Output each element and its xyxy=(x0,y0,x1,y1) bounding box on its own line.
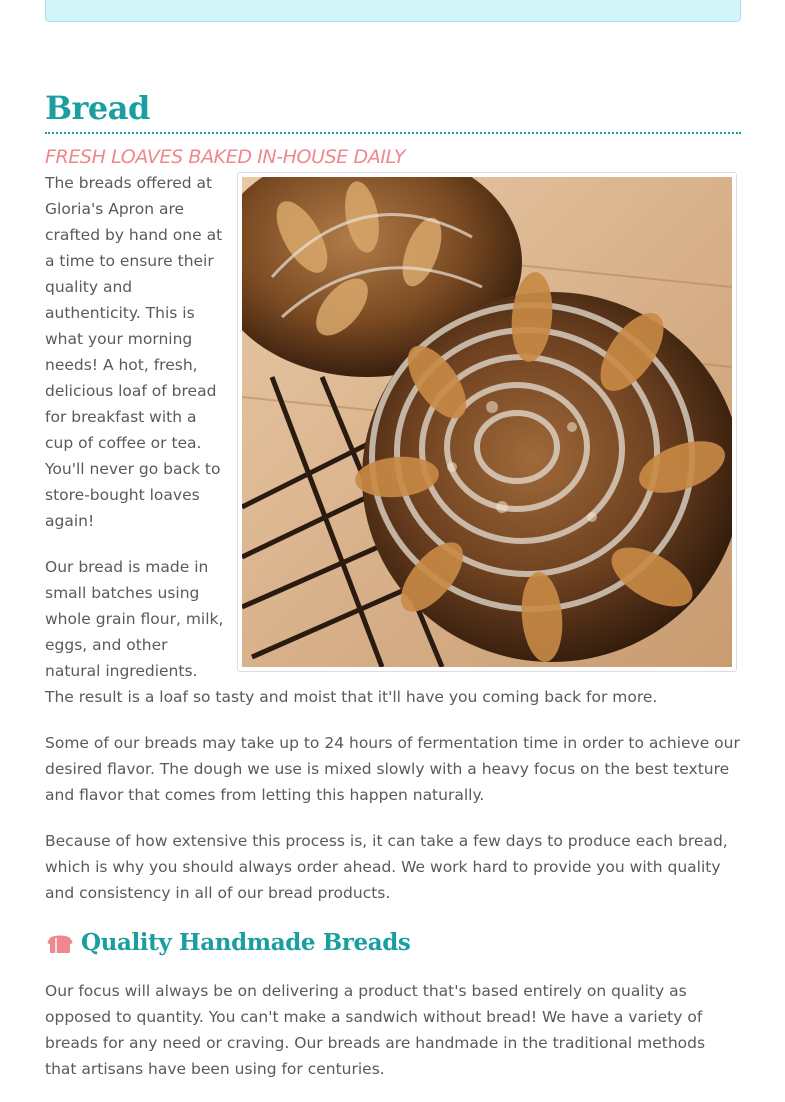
intro-paragraph-3: Some of our breads may take up to 24 hours of fermentation time in order to achieve our desired flavor. The dough we use is mixed slowly with a heavy focus on the best texture and flavor that comes from letting this happen naturally. xyxy=(45,734,740,804)
intro-paragraph-2: Our bread is made in small batches using whole grain flour, milk, eggs, and other natural ingredients. The result is a loaf so tasty and moist that it'll have you coming back for more. xyxy=(45,558,658,706)
section-heading-text: Quality Handmade Breads xyxy=(81,929,411,956)
section-paragraph: Our focus will always be on delivering a product that's based entirely on quality as opposed to quantity. You can't make a sandwich without bread! We have a variety of breads for any need or craving. Our breads are handmade in the traditional methods that artisans have been using for centuries. xyxy=(45,982,706,1078)
bread-loaves-illustration xyxy=(242,177,732,667)
title-divider xyxy=(45,132,741,134)
intro-paragraph-1: The breads offered at Gloria's Apron are crafted by hand one at a time to ensure their quality and authenticity. This is what your morning needs! A hot, fresh, delicious loaf of bread for breakfast with a cup of coffee or tea. You'll never go back to store-bought loaves again! xyxy=(45,174,223,530)
section-heading xyxy=(45,926,741,964)
bread-loaves-photo xyxy=(237,172,737,672)
top-info-panel xyxy=(45,0,741,22)
intro-paragraph-4: Because of how extensive this process is, it can take a few days to produce each bread, which is why you should always order ahead. We work hard to provide you with quality and consistency in all of our bread products. xyxy=(45,832,728,902)
page-title: Bread xyxy=(45,89,150,127)
bread-icon xyxy=(45,930,75,964)
bread-article xyxy=(45,86,741,1102)
page-subtitle: FRESH LOAVES BAKED IN-HOUSE DAILY xyxy=(45,146,406,168)
